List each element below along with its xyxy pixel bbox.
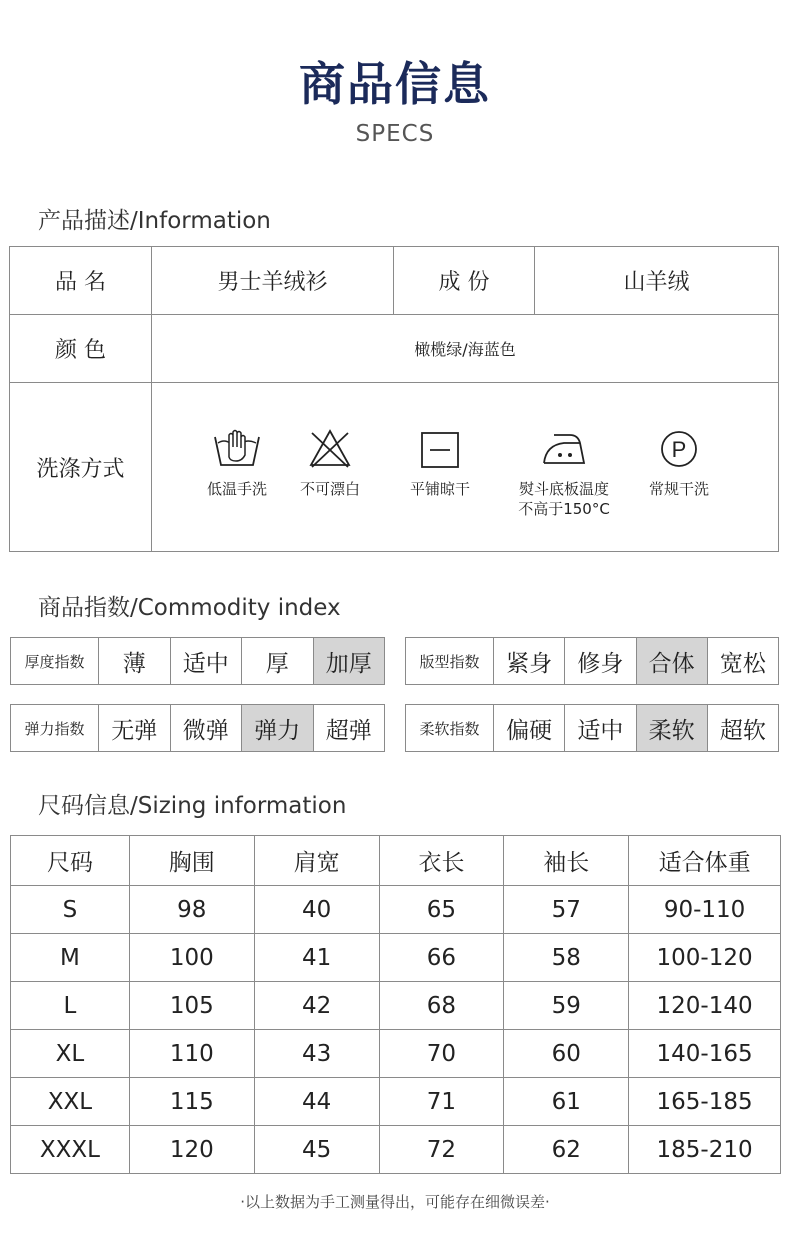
fit-index [405, 637, 779, 685]
table-cell: XXL [11, 1078, 130, 1126]
care-item-no-bleach [270, 427, 390, 499]
svg-text:P: P [671, 437, 687, 462]
info-heading: 产品描述/Information [38, 208, 271, 234]
elasticity-index [10, 704, 385, 752]
table-cell: 70 [379, 1030, 504, 1078]
page-subtitle: SPECS [355, 121, 435, 147]
table-cell: 105 [129, 982, 254, 1030]
table-cell: 120-140 [629, 982, 781, 1030]
color-value: 橄榄绿/海蓝色 [414, 340, 516, 359]
index-option: 微弹 [171, 705, 243, 751]
index-label: 版型指数 [406, 638, 494, 684]
care-label-4: 常规干洗 [648, 480, 709, 498]
size-heading: 尺码信息/Sizing information [38, 793, 347, 819]
table-cell: 44 [254, 1078, 379, 1126]
index-label: 柔软指数 [406, 705, 494, 751]
name-label: 品 名 [55, 270, 106, 295]
column-header: 适合体重 [629, 836, 781, 886]
index-option-selected: 合体 [637, 638, 708, 684]
table-cell: 98 [129, 886, 254, 934]
table-row [11, 982, 781, 1030]
index-option: 紧身 [494, 638, 565, 684]
table-row [11, 1030, 781, 1078]
footnote: ·以上数据为手工测量得出，可能存在细微误差· [240, 1193, 550, 1211]
index-heading: 商品指数/Commodity index [38, 595, 341, 621]
composition-value: 山羊绒 [623, 270, 690, 295]
table-cell: 66 [379, 934, 504, 982]
index-option: 超软 [719, 717, 766, 744]
table-cell: 100 [129, 934, 254, 982]
index-option: 适中 [171, 638, 243, 684]
table-cell: 100-120 [629, 934, 781, 982]
table-cell: 41 [254, 934, 379, 982]
column-header: 胸围 [129, 836, 254, 886]
table-cell: 58 [504, 934, 629, 982]
thickness-index [10, 637, 385, 685]
index-option-selected: 弹力 [242, 705, 314, 751]
hand-wash-icon [212, 427, 262, 471]
iron-icon [540, 427, 588, 471]
table-cell: 65 [379, 886, 504, 934]
care-item-dry-flat [380, 427, 500, 499]
column-header: 肩宽 [254, 836, 379, 886]
column-header: 袖长 [504, 836, 629, 886]
table-cell: 57 [504, 886, 629, 934]
table-cell: 61 [504, 1078, 629, 1126]
table-cell: 43 [254, 1030, 379, 1078]
index-option: 薄 [99, 638, 171, 684]
dry-flat-icon [418, 427, 462, 471]
table-cell: 165-185 [629, 1078, 781, 1126]
index-option: 无弹 [99, 705, 171, 751]
care-item-dry-clean [619, 427, 739, 499]
table-cell: 72 [379, 1126, 504, 1174]
index-option: 修身 [565, 638, 636, 684]
table-cell: 71 [379, 1078, 504, 1126]
table-cell: 140-165 [629, 1030, 781, 1078]
column-header: 尺码 [11, 836, 130, 886]
index-label: 厚度指数 [11, 638, 99, 684]
page-title: 商品信息 [299, 57, 491, 111]
index-option: 偏硬 [494, 705, 565, 751]
table-cell: 59 [504, 982, 629, 1030]
table-row [11, 934, 781, 982]
index-option: 宽松 [719, 650, 766, 677]
index-option: 超弹 [325, 717, 372, 744]
size-table [10, 835, 781, 1174]
color-label: 颜 色 [55, 338, 106, 363]
table-header-row [11, 836, 781, 886]
composition-label: 成 份 [438, 270, 490, 295]
index-option-selected: 柔软 [637, 705, 708, 751]
table-cell: 110 [129, 1030, 254, 1078]
table-row [11, 886, 781, 934]
table-cell: 185-210 [629, 1126, 781, 1174]
table-cell: L [11, 982, 130, 1030]
table-cell: S [11, 886, 130, 934]
table-cell: XL [11, 1030, 130, 1078]
table-row [11, 1078, 781, 1126]
name-value: 男士羊绒衫 [217, 270, 328, 295]
info-table [9, 246, 779, 552]
care-label-1: 不可漂白 [299, 480, 360, 498]
table-cell: 42 [254, 982, 379, 1030]
column-header: 衣长 [379, 836, 504, 886]
care-label-0: 低温手洗 [206, 480, 267, 498]
table-cell: 45 [254, 1126, 379, 1174]
care-label-3: 熨斗底板温度 不高于150°C [518, 480, 610, 518]
index-option: 厚 [242, 638, 314, 684]
dry-clean-icon [657, 427, 701, 471]
table-cell: 120 [129, 1126, 254, 1174]
index-option: 适中 [565, 705, 636, 751]
table-cell: XXXL [11, 1126, 130, 1174]
table-cell: 62 [504, 1126, 629, 1174]
softness-index [405, 704, 779, 752]
table-cell: 115 [129, 1078, 254, 1126]
table-row [11, 1126, 781, 1174]
table-cell: 68 [379, 982, 504, 1030]
care-label-2: 平铺晾干 [409, 480, 470, 498]
table-cell: 40 [254, 886, 379, 934]
care-item-iron [504, 427, 624, 519]
table-cell: 90-110 [629, 886, 781, 934]
index-label: 弹力指数 [11, 705, 99, 751]
table-cell: 60 [504, 1030, 629, 1078]
care-label: 洗涤方式 [36, 456, 125, 482]
table-cell: M [11, 934, 130, 982]
no-bleach-icon [308, 427, 352, 471]
index-option-selected: 加厚 [314, 638, 385, 684]
